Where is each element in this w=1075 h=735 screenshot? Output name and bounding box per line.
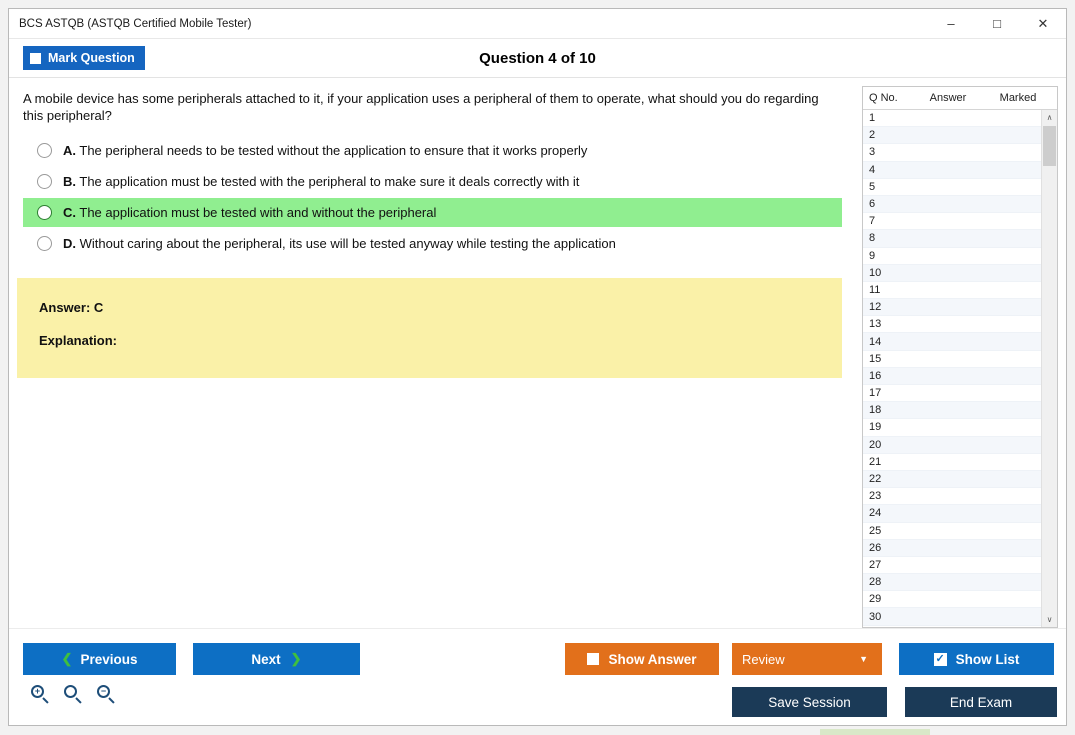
- window-titlebar: [9, 9, 1066, 39]
- question-list-row[interactable]: [863, 265, 1042, 282]
- question-number-cell: 28: [869, 576, 882, 589]
- option-letter-a: A.: [63, 143, 76, 158]
- question-number-cell: 21: [869, 455, 882, 468]
- save-session-label: Save Session: [768, 694, 851, 710]
- next-button[interactable]: [193, 643, 360, 675]
- exam-header: [9, 39, 1066, 78]
- scroll-down-icon[interactable]: ∨: [1046, 615, 1053, 624]
- question-number-cell: 2: [869, 129, 876, 142]
- question-list-row[interactable]: [863, 368, 1042, 385]
- question-list-row[interactable]: [863, 196, 1042, 213]
- question-number-cell: 16: [869, 369, 882, 382]
- option-letter-b: B.: [63, 174, 76, 189]
- option-row-d[interactable]: [23, 229, 842, 258]
- question-area: [9, 78, 856, 260]
- question-list-body: [863, 110, 1057, 627]
- column-header-qno: Q No.: [869, 92, 898, 104]
- question-number-cell: 25: [869, 524, 882, 537]
- option-row-b[interactable]: [23, 167, 842, 196]
- radio-icon-b[interactable]: [37, 174, 52, 189]
- show-list-label: Show List: [955, 651, 1020, 667]
- question-number-cell: 4: [869, 163, 876, 176]
- close-button[interactable]: ✕: [1037, 15, 1049, 31]
- question-list-row[interactable]: [863, 144, 1042, 161]
- question-list-row[interactable]: [863, 299, 1042, 316]
- show-answer-checkbox-icon: [587, 653, 599, 665]
- answer-options-list: [23, 136, 842, 258]
- option-label-b: [63, 174, 579, 189]
- question-list-row[interactable]: [863, 608, 1042, 625]
- end-exam-button[interactable]: [905, 687, 1057, 717]
- show-answer-button[interactable]: [565, 643, 719, 675]
- question-number-cell: 17: [869, 387, 882, 400]
- answer-explanation-panel: [17, 278, 842, 378]
- question-list-row[interactable]: [863, 230, 1042, 247]
- option-text-d: Without caring about the peripheral, its use will be tested anyway while testing the application: [79, 236, 616, 251]
- question-number-cell: 3: [869, 146, 876, 159]
- question-list-row[interactable]: [863, 419, 1042, 436]
- footer-toolbar: [9, 628, 1066, 725]
- question-number-cell: 9: [869, 249, 876, 262]
- save-session-button[interactable]: [732, 687, 887, 717]
- scroll-up-icon[interactable]: ∧: [1046, 113, 1053, 122]
- end-exam-label: End Exam: [949, 694, 1013, 710]
- column-header-answer: Answer: [929, 92, 967, 104]
- column-header-marked: Marked: [999, 92, 1037, 104]
- question-number-cell: 14: [869, 335, 882, 348]
- question-number-cell: 22: [869, 473, 882, 486]
- question-list-row[interactable]: [863, 523, 1042, 540]
- question-number-cell: 18: [869, 404, 882, 417]
- question-list-rows: [863, 110, 1042, 627]
- question-list-row[interactable]: [863, 574, 1042, 591]
- question-list-header: [863, 87, 1057, 110]
- minimize-button[interactable]: –: [947, 16, 955, 31]
- question-list-row[interactable]: [863, 488, 1042, 505]
- chevron-down-icon: ▼: [859, 654, 868, 664]
- show-list-button[interactable]: [899, 643, 1054, 675]
- question-list-row[interactable]: [863, 282, 1042, 299]
- option-row-c[interactable]: [23, 198, 842, 227]
- question-number-cell: 13: [869, 318, 882, 331]
- question-number-cell: 12: [869, 301, 882, 314]
- maximize-button[interactable]: □: [993, 16, 1001, 31]
- exam-body: [9, 78, 1066, 628]
- question-number-cell: 23: [869, 490, 882, 503]
- question-list-row[interactable]: [863, 437, 1042, 454]
- chevron-left-icon: ❮: [61, 651, 73, 666]
- question-list-row[interactable]: [863, 557, 1042, 574]
- chevron-right-icon: ❯: [290, 651, 302, 666]
- question-number-cell: 19: [869, 421, 882, 434]
- question-list-row[interactable]: [863, 454, 1042, 471]
- previous-button[interactable]: [23, 643, 176, 675]
- question-list-row[interactable]: [863, 402, 1042, 419]
- question-number-cell: 29: [869, 593, 882, 606]
- question-number-cell: 8: [869, 232, 876, 245]
- question-list-row[interactable]: [863, 179, 1042, 196]
- show-answer-label: Show Answer: [608, 651, 697, 667]
- question-number-cell: 27: [869, 558, 882, 571]
- question-list-row[interactable]: [863, 110, 1042, 127]
- scrollbar-thumb[interactable]: [1043, 126, 1056, 166]
- exam-window: [8, 8, 1067, 726]
- show-list-checkbox-icon: ✓: [935, 652, 945, 665]
- question-list-row[interactable]: [863, 127, 1042, 144]
- question-number-cell: 1: [869, 112, 876, 125]
- question-list-row[interactable]: [863, 351, 1042, 368]
- question-list-row[interactable]: [863, 591, 1042, 608]
- review-label: Review: [742, 651, 785, 667]
- question-number-cell: 30: [869, 610, 882, 623]
- question-list-row[interactable]: [863, 505, 1042, 522]
- question-number-cell: 20: [869, 438, 882, 451]
- window-title: BCS ASTQB (ASTQB Certified Mobile Tester): [19, 17, 252, 30]
- radio-icon-c[interactable]: [37, 205, 52, 220]
- option-label-d: [63, 236, 616, 251]
- question-number-cell: 11: [869, 283, 881, 296]
- question-list-row[interactable]: [863, 213, 1042, 230]
- question-list-panel: [862, 86, 1058, 628]
- question-number-cell: 6: [869, 198, 876, 211]
- zoom-in-icon[interactable]: +: [31, 685, 50, 704]
- mark-question-label: Mark Question: [48, 51, 135, 65]
- next-label: Next: [251, 651, 281, 667]
- radio-icon-d[interactable]: [37, 236, 52, 251]
- option-text-a: The peripheral needs to be tested without the application to ensure that it works properly: [79, 143, 588, 158]
- option-text-c: The application must be tested with and without the peripheral: [79, 205, 437, 220]
- question-number-cell: 10: [869, 266, 882, 279]
- mark-question-button[interactable]: [23, 46, 145, 70]
- question-number-cell: 7: [869, 215, 876, 228]
- option-letter-c: C.: [63, 205, 76, 220]
- question-list-row[interactable]: [863, 248, 1042, 265]
- radio-icon-a[interactable]: [37, 143, 52, 158]
- question-number-cell: 5: [869, 180, 876, 193]
- question-text: A mobile device has some peripherals attached to it, if your application uses a peripheral of them to operate, what should you do regarding this peripheral?: [23, 91, 819, 123]
- question-list-row[interactable]: [863, 316, 1042, 333]
- desktop-background-strip: [820, 729, 930, 735]
- option-label-c: [63, 205, 436, 220]
- option-letter-d: D.: [63, 236, 76, 251]
- previous-label: Previous: [80, 651, 138, 667]
- answer-line: Answer: C: [39, 300, 104, 315]
- question-number-cell: 24: [869, 507, 882, 520]
- zoom-controls: [31, 685, 116, 704]
- option-label-a: [63, 143, 587, 158]
- review-dropdown-button[interactable]: [732, 643, 882, 675]
- question-list-row[interactable]: [863, 162, 1042, 179]
- zoom-out-icon[interactable]: −: [97, 685, 116, 704]
- zoom-reset-icon[interactable]: [64, 685, 83, 704]
- question-list-row[interactable]: [863, 333, 1042, 350]
- page-title: Question 4 of 10: [479, 49, 596, 67]
- question-list-row[interactable]: [863, 385, 1042, 402]
- question-list-scrollbar[interactable]: [1041, 110, 1057, 627]
- question-list-row[interactable]: [863, 471, 1042, 488]
- question-number-cell: 26: [869, 541, 882, 554]
- mark-question-checkbox-icon: [30, 53, 41, 64]
- option-row-a[interactable]: [23, 136, 842, 165]
- explanation-line: Explanation:: [39, 333, 118, 348]
- question-pane: [9, 78, 856, 628]
- option-text-b: The application must be tested with the peripheral to make sure it deals correctly with it: [79, 174, 580, 189]
- question-list-row[interactable]: [863, 540, 1042, 557]
- question-number-cell: 15: [869, 352, 882, 365]
